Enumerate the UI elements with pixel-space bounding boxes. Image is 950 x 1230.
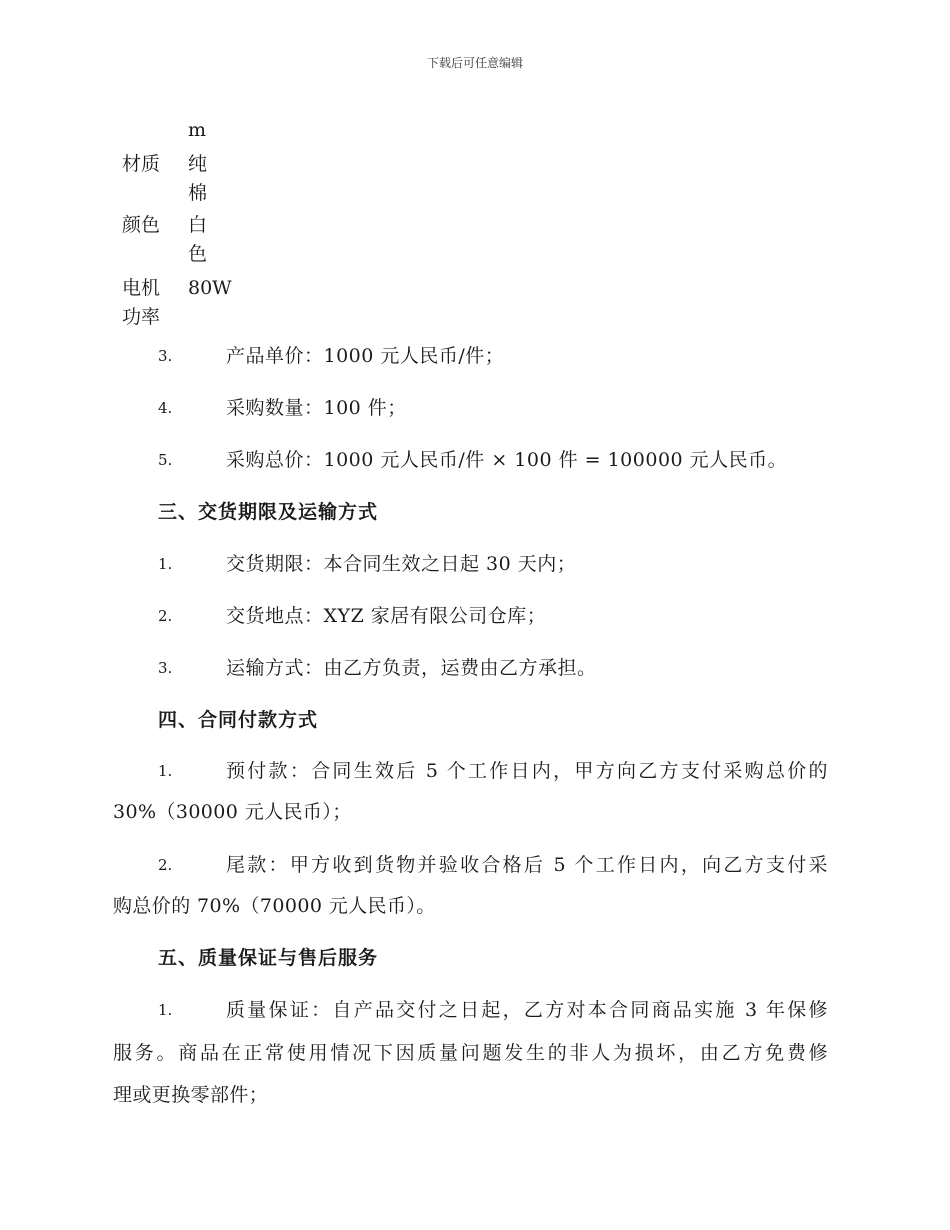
spec-label-power-1: 电机 [122,277,161,299]
item-number: 1. [158,555,173,573]
item-final-payment-line1: 尾款：甲方收到货物并验收合格后 5 个工作日内，向乙方支付采 [226,854,828,876]
item-final-payment-line2: 购总价的 70%（70000 元人民币）。 [113,895,436,917]
spec-value-color-2: 色 [188,243,208,265]
item-prepayment-line2: 30%（30000 元人民币）； [113,801,352,823]
section-heading-quality: 五、质量保证与售后服务 [158,947,379,969]
item-warranty-line3: 理或更换零部件； [113,1084,269,1106]
unit-tail: m [188,119,207,141]
item-total-price: 采购总价：1000 元人民币/件 × 100 件 = 100000 元人民币。 [226,449,788,471]
item-number: 3. [158,659,173,677]
spec-value-power: 80W [188,277,232,299]
item-number: 2. [158,607,173,625]
item-warranty-line1: 质量保证：自产品交付之日起，乙方对本合同商品实施 3 年保修 [226,999,828,1021]
section-heading-delivery: 三、交货期限及运输方式 [158,501,379,523]
item-prepayment-line1: 预付款：合同生效后 5 个工作日内，甲方向乙方支付采购总价的 [226,760,828,782]
spec-value-material-2: 棉 [188,182,208,204]
item-delivery-place: 交货地点：XYZ 家居有限公司仓库； [226,605,547,627]
item-number: 1. [158,1001,173,1019]
item-quantity: 采购数量：100 件； [226,397,407,419]
spec-value-material-1: 纯 [188,153,208,175]
item-delivery-period: 交货期限：本合同生效之日起 30 天内； [226,553,577,575]
item-number: 3. [158,347,173,365]
item-number: 1. [158,762,173,780]
spec-label-power-2: 功率 [122,306,161,328]
item-unit-price: 产品单价：1000 元人民币/件； [226,345,505,367]
spec-value-color-1: 白 [188,214,208,236]
spec-label-color: 颜色 [122,214,161,236]
spec-label-material: 材质 [122,153,161,175]
item-number: 4. [158,399,173,417]
item-warranty-line2: 服务。商品在正常使用情况下因质量问题发生的非人为损坏，由乙方免费修 [113,1042,828,1064]
page-header: 下载后可任意编辑 [426,56,523,70]
item-transport: 运输方式：由乙方负责，运费由乙方承担。 [226,657,597,679]
section-heading-payment: 四、合同付款方式 [158,709,319,731]
item-number: 2. [158,856,173,874]
item-number: 5. [158,451,173,469]
